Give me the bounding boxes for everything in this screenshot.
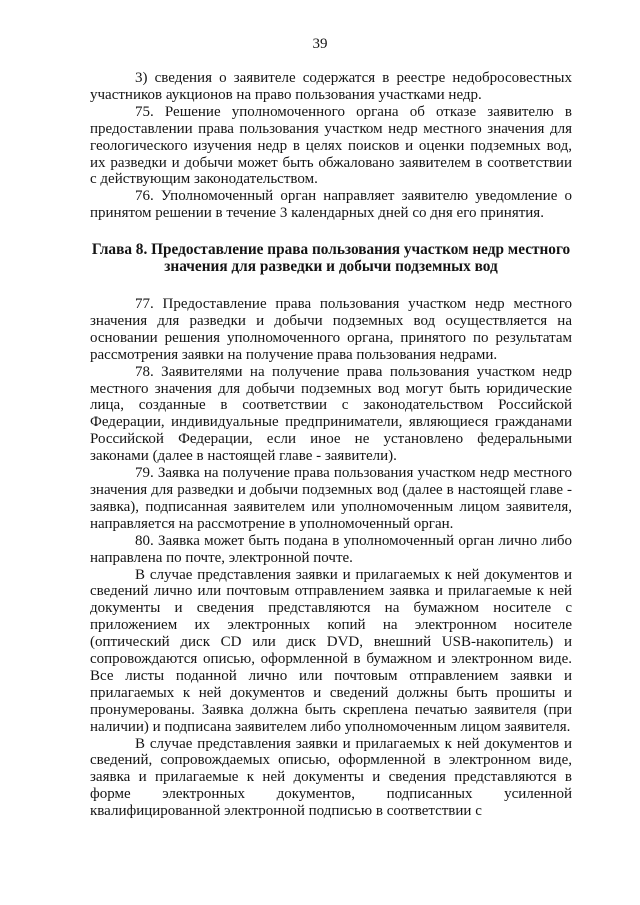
paragraph-79: 79. Заявка на получение права пользования участком недр местного значения для разведки и добычи подземных вод (далее в настоящей главе - заявка), подписанная заявителем или уполномоченным лицом заявителя, направляется на рассмотрение в уполномоченный орган. (90, 465, 572, 532)
paragraph-item-3: 3) сведения о заявителе содержатся в реестре недобросовестных участников аукционов на право пользования участками недр. (90, 70, 572, 103)
paragraph-paper-submission: В случае представления заявки и прилагаемых к ней документов и сведений лично или почтовым отправлением заявка и прилагаемые к ней документы и сведения представляются на бумажном носителе с приложением их электронных копий на электронном носителе (оптический диск CD или диск DVD, внешний USB-накопитель) и сопровождаются описью, оформленной в бумажном и электронном виде. Все листы поданной лично или почтовым отправлением заявки и прилагаемых к ней документов и сведений должны быть прошиты и пронумерованы. Заявка должна быть скреплена печатью заявителя (при наличии) и подписана заявителем либо уполномоченным лицом заявителя. (90, 566, 572, 735)
paragraph-80: 80. Заявка может быть подана в уполномоченный орган лично либо направлена по почте, электронной почте. (90, 532, 572, 566)
paragraph-75: 75. Решение уполномоченного органа об отказе заявителю в предоставлении права пользования участком недр местного значения для геологического изучения недр в целях поисков и оценки подземных вод, их разведки и добычи может быть обжаловано заявителем в соответствии с действующим законодательством. (90, 103, 572, 188)
main-text-block (90, 296, 572, 820)
chapter-heading (90, 241, 572, 275)
top-text-block (90, 70, 572, 222)
paragraph-78: 78. Заявителями на получение права пользования участком недр местного значения для добычи подземных вод могут быть юридические лица, созданные в соответствии с законодательством Российской Федерации, индивидуальные предприниматели, являющиеся гражданами Российской Федерации, если иное не установлено федеральными законами (далее в настоящей главе - заявители). (90, 363, 572, 465)
chapter-heading-line-1: Глава 8. Предоставление права пользования участком недр местного (91, 241, 571, 258)
paragraph-77: 77. Предоставление права пользования участком недр местного значения для разведки и добычи подземных вод осуществляется на основании решения уполномоченного органа, принятого по результатам рассмотрения заявки на получение права пользования недрами. (90, 296, 572, 363)
chapter-heading-line-2: значения для разведки и добычи подземных вод (164, 258, 498, 275)
paragraph-electronic-submission: В случае представления заявки и прилагаемых к ней документов и сведений, сопровождаемых описью, оформленной в электронном виде, заявка и прилагаемые к ней документы и сведения представляются в форме электронных документов, подписанных усиленной квалифицированной электронной подписью в соответствии с (90, 735, 572, 820)
page-number: 39 (312, 36, 328, 52)
paragraph-76: 76. Уполномоченный орган направляет заявителю уведомление о принятом решении в течение 3 календарных дней со дня его принятия. (90, 188, 572, 222)
